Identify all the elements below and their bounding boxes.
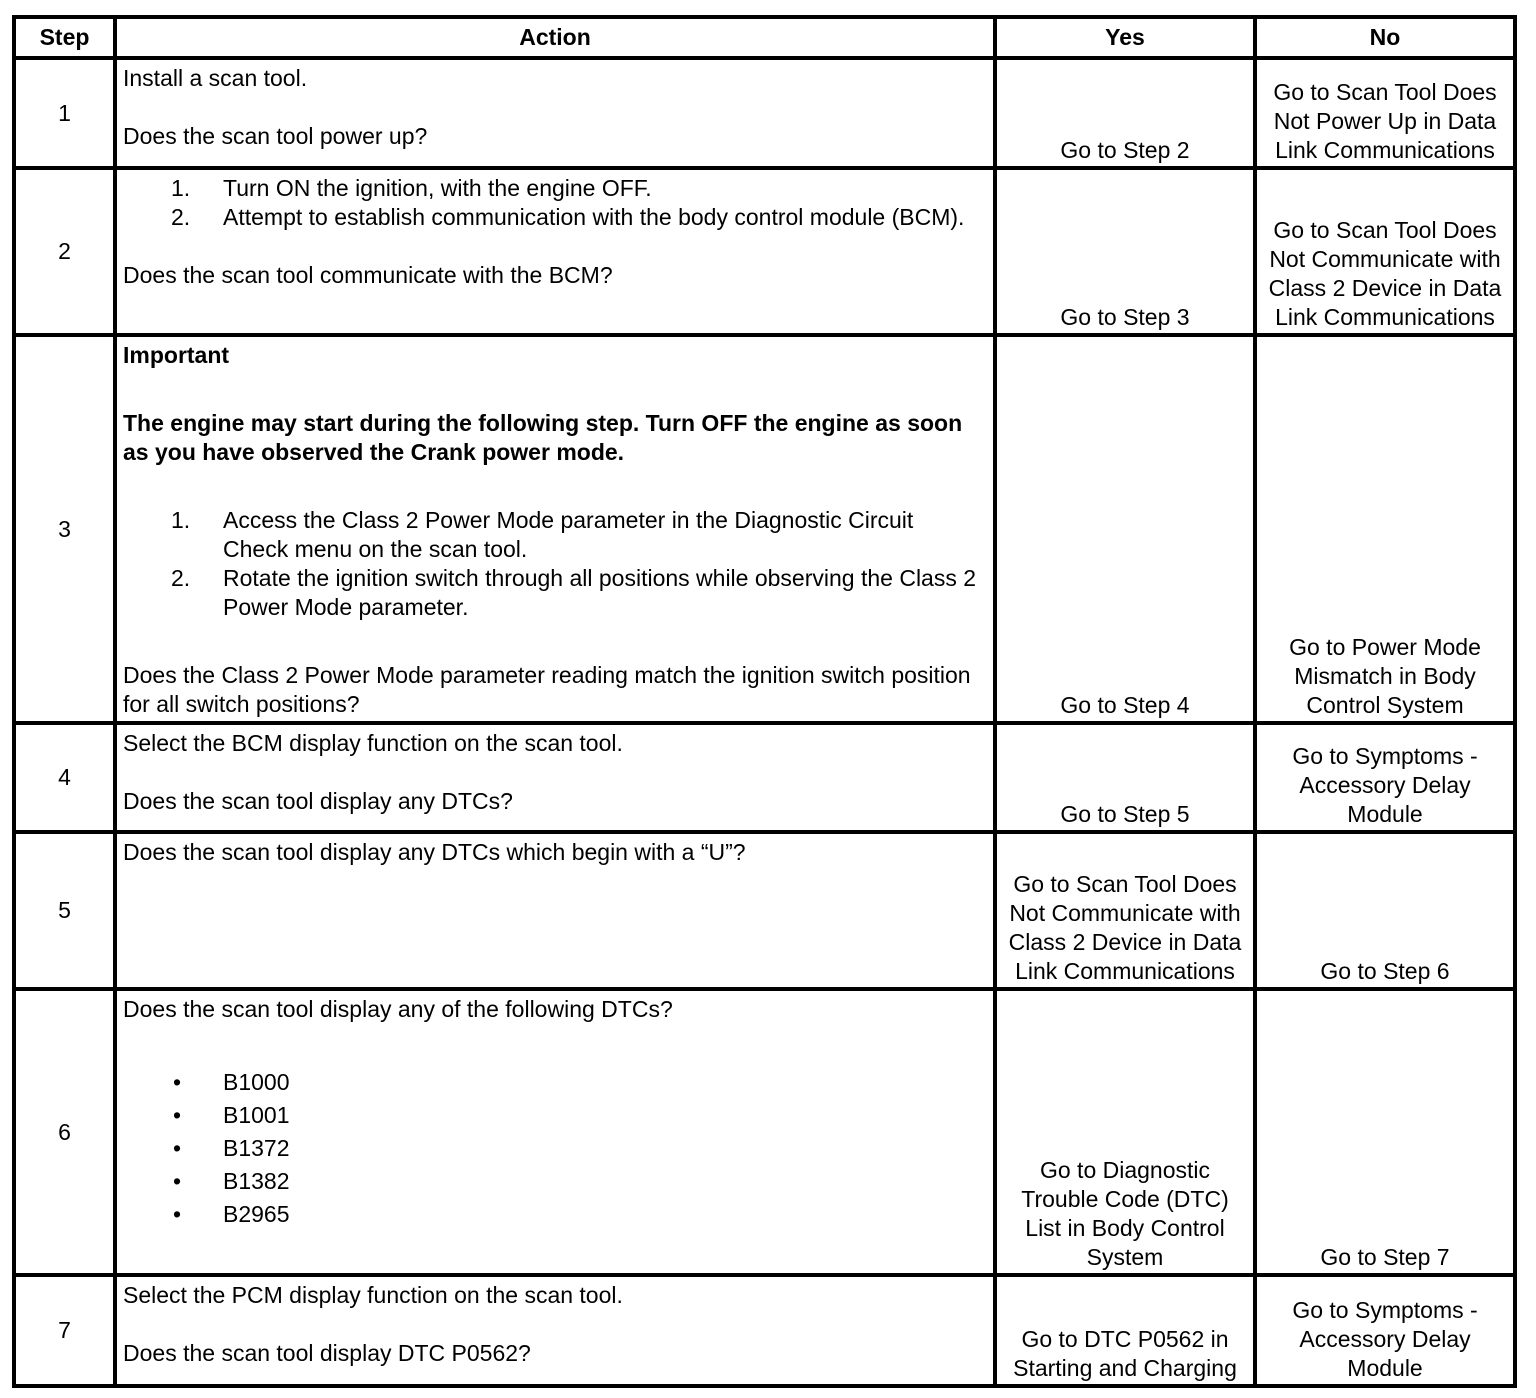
header-no: No	[1255, 17, 1515, 58]
important-heading: Important	[123, 342, 230, 368]
header-yes: Yes	[995, 17, 1255, 58]
yes-cell	[995, 832, 1255, 989]
action-text: Install a scan tool.	[123, 65, 308, 91]
numbered-steps	[123, 174, 987, 232]
no-result: Go to Scan Tool Does Not Communicate with Class 2 Device in Data Link Communications	[1268, 217, 1502, 330]
table-row	[14, 723, 1515, 832]
action-cell	[115, 723, 995, 832]
no-cell	[1255, 335, 1515, 723]
list-item: 2. Rotate the ignition switch through all positions while observing the Class 2 Power Mode parameter.	[171, 565, 977, 620]
no-result: Go to Step 7	[1320, 1244, 1450, 1270]
yes-cell	[995, 989, 1255, 1275]
yes-result: Go to Diagnostic Trouble Code (DTC) List in Body Control System	[1021, 1157, 1229, 1270]
no-result: Go to Step 6	[1320, 958, 1450, 984]
no-cell	[1255, 168, 1515, 335]
list-item: 1. Access the Class 2 Power Mode parameter in the Diagnostic Circuit Check menu on the scan tool.	[171, 507, 914, 562]
no-result: Go to Scan Tool Does Not Power Up in Data Link Communications	[1273, 79, 1497, 163]
question-text: Does the scan tool display any DTCs?	[123, 788, 513, 814]
no-cell	[1255, 58, 1515, 168]
action-cell	[115, 832, 995, 989]
yes-cell	[995, 58, 1255, 168]
step-number: 3	[14, 335, 115, 723]
list-item: • B1382	[173, 1168, 290, 1194]
question-text: Does the Class 2 Power Mode parameter reading match the ignition switch position for all switch positions?	[123, 662, 971, 717]
list-item: • B1000	[173, 1069, 290, 1095]
action-cell	[115, 1275, 995, 1386]
no-cell	[1255, 1275, 1515, 1386]
header-step: Step	[14, 17, 115, 58]
yes-cell	[995, 1275, 1255, 1386]
yes-result: Go to Step 4	[1060, 692, 1190, 718]
yes-result: Go to DTC P0562 in Starting and Charging	[1013, 1326, 1237, 1381]
question-text: Does the scan tool communicate with the BCM?	[123, 262, 613, 288]
list-item: • B2965	[173, 1201, 290, 1227]
yes-cell	[995, 168, 1255, 335]
no-result: Go to Symptoms - Accessory Delay Module	[1292, 1297, 1478, 1381]
table-row	[14, 832, 1515, 989]
step-number: 2	[14, 168, 115, 335]
no-cell	[1255, 832, 1515, 989]
step-number: 7	[14, 1275, 115, 1386]
list-item: • B1001	[173, 1102, 290, 1128]
important-text: The engine may start during the following step. Turn OFF the engine as soon as you have observed the Crank power mode.	[123, 410, 963, 465]
yes-result: Go to Step 5	[1060, 801, 1190, 827]
question-text: Does the scan tool power up?	[123, 123, 428, 149]
step-number: 6	[14, 989, 115, 1275]
yes-cell	[995, 723, 1255, 832]
question-text: Does the scan tool display DTC P0562?	[123, 1340, 531, 1366]
action-text: Select the PCM display function on the scan tool.	[123, 1282, 623, 1308]
diagnostic-table	[12, 15, 1517, 1388]
action-cell	[115, 58, 995, 168]
question-text: Does the scan tool display any DTCs which begin with a “U”?	[123, 839, 746, 865]
table-row	[14, 335, 1515, 723]
list-item: • B1372	[173, 1135, 290, 1161]
question-text: Does the scan tool display any of the following DTCs?	[123, 996, 673, 1022]
yes-result: Go to Step 3	[1060, 304, 1190, 330]
table-row	[14, 989, 1515, 1275]
table-row	[14, 58, 1515, 168]
yes-result: Go to Scan Tool Does Not Communicate with Class 2 Device in Data Link Communications	[1008, 871, 1242, 984]
no-cell	[1255, 989, 1515, 1275]
table-row	[14, 1275, 1515, 1386]
action-text: Select the BCM display function on the scan tool.	[123, 730, 623, 756]
no-result: Go to Symptoms - Accessory Delay Module	[1292, 743, 1478, 827]
step-number: 1	[14, 58, 115, 168]
header-row	[14, 17, 1515, 58]
list-item: 2. Attempt to establish communication with the body control module (BCM).	[171, 204, 965, 230]
header-action: Action	[115, 17, 995, 58]
step-number: 4	[14, 723, 115, 832]
action-cell	[115, 168, 995, 335]
table-row	[14, 168, 1515, 335]
yes-cell	[995, 335, 1255, 723]
list-item: 1. Turn ON the ignition, with the engine OFF.	[171, 175, 652, 201]
no-cell	[1255, 723, 1515, 832]
numbered-steps	[123, 506, 987, 622]
dtc-list	[123, 1068, 987, 1233]
yes-result: Go to Step 2	[1060, 137, 1190, 163]
action-cell	[115, 989, 995, 1275]
step-number: 5	[14, 832, 115, 989]
no-result: Go to Power Mode Mismatch in Body Control System	[1289, 634, 1481, 718]
action-cell	[115, 335, 995, 723]
